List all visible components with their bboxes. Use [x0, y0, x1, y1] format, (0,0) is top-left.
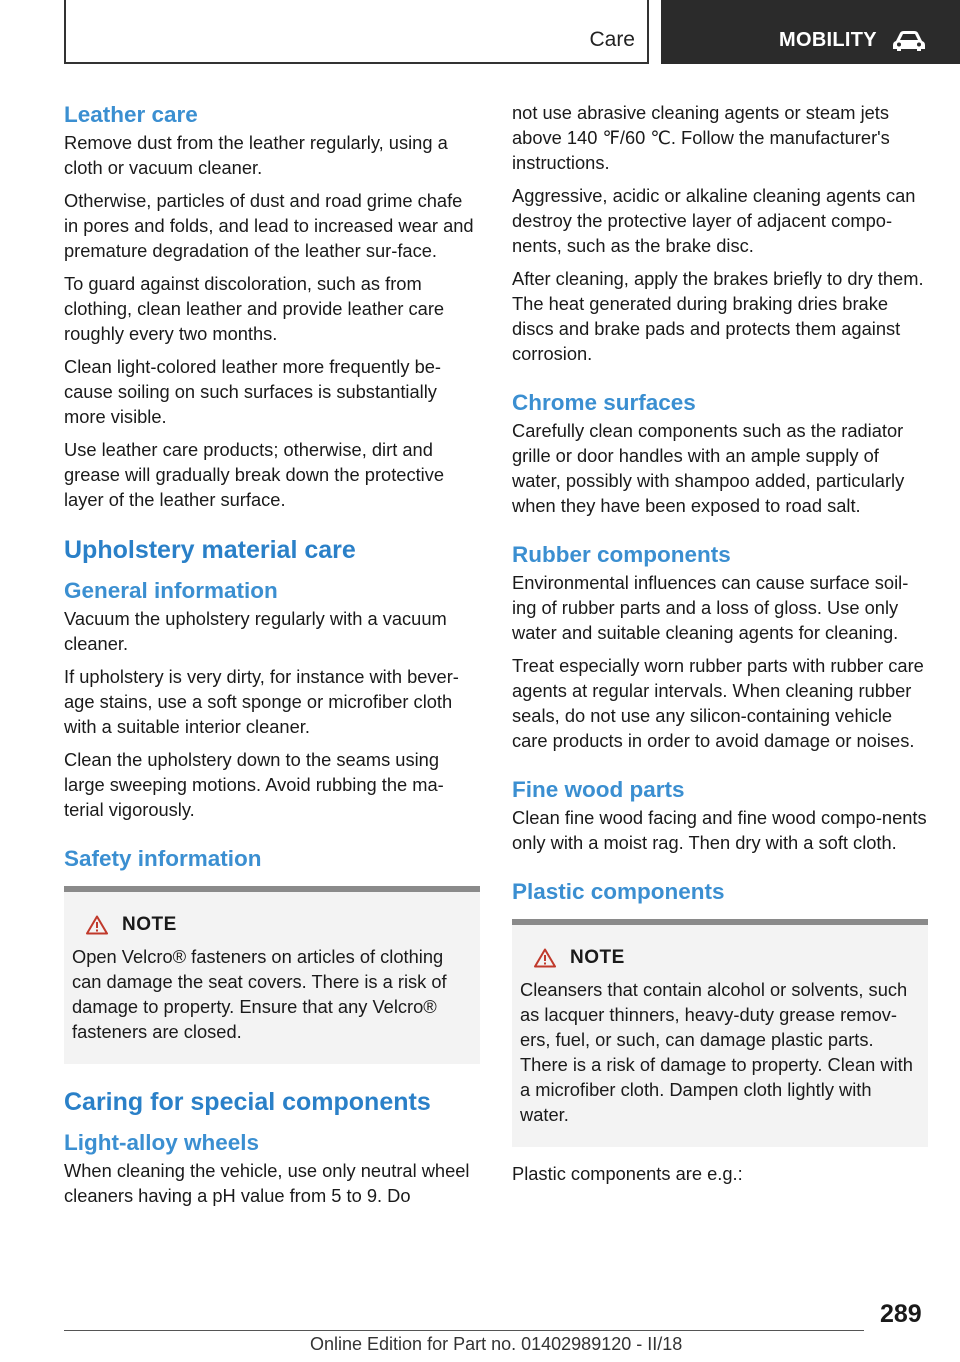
leather-paragraph-1: Remove dust from the leather regularly, using a cloth or vacuum cleaner.	[64, 132, 448, 178]
general-paragraph-1: Vacuum the upholstery regularly with a vacuum cleaner.	[64, 608, 447, 654]
note-text: Open Velcro® fasteners on articles of clothing can damage the seat covers. There is a risk of damage to property. Ensure that any Velcro® fasteners are closed.	[72, 946, 447, 1042]
general-paragraph-2: If upholstery is very dirty, for instance with bever‐age stains, use a soft sponge or microfiber cloth with a suitable interior cleaner.	[64, 666, 459, 737]
left-column	[64, 100, 480, 1216]
note-header	[86, 914, 472, 936]
note-text: Cleansers that contain alcohol or solvents, such as lacquer thinners, heavy-duty grease remov‐ers, fuel, or such, can damage plastic parts. There is a risk of damage to property. Clean with a microfiber cloth. Dampen cloth lightly with water.	[520, 979, 913, 1125]
special-components-heading: Caring for special components	[64, 1088, 431, 1116]
right-column	[512, 100, 928, 1194]
header-section-title: Care	[589, 28, 635, 51]
upholstery-care-heading: Upholstery material care	[64, 536, 356, 564]
leather-care-heading: Leather care	[64, 102, 198, 127]
page-number: 289	[880, 1300, 922, 1328]
safety-information-heading: Safety information	[64, 846, 262, 871]
chrome-surfaces-heading: Chrome surfaces	[512, 390, 696, 415]
note-title: NOTE	[122, 914, 177, 935]
wheels-paragraph-2: Aggressive, acidic or alkaline cleaning agents can destroy the protective layer of adjacent compo‐nents, such as the brake disc.	[512, 185, 916, 256]
general-information-heading: General information	[64, 578, 278, 603]
general-paragraph-3: Clean the upholstery down to the seams using large sweeping motions. Avoid rubbing the ma‐terial vigorously.	[64, 749, 444, 820]
leather-paragraph-3: To guard against discoloration, such as from clothing, clean leather and provide leather care roughly every two months.	[64, 273, 445, 344]
footer-edition: Online Edition for Part no. 01402989120 - II/18	[310, 1334, 683, 1354]
page-header	[0, 0, 960, 66]
wheels-paragraph-1: When cleaning the vehicle, use only neutral wheel cleaners having a pH value from 5 to 9. Do	[64, 1160, 470, 1206]
rubber-paragraph-2: Treat especially worn rubber parts with rubber care agents at regular intervals. When cleaning rubber seals, do not use any silicon-containing vehicle care products in order to avoid damage or noises.	[512, 655, 924, 751]
note-box-velcro	[64, 886, 480, 1064]
leather-paragraph-4: Clean light-colored leather more frequently be‐cause soiling on such surfaces is substantially more visible.	[64, 356, 441, 427]
header-section-box	[64, 0, 649, 64]
header-chapter-title: MOBILITY	[779, 29, 877, 51]
car-icon	[891, 30, 927, 52]
light-alloy-wheels-heading: Light-alloy wheels	[64, 1130, 260, 1155]
leather-paragraph-2: Otherwise, particles of dust and road grime chafe in pores and folds, and lead to increased wear and premature degradation of the leather sur‐face.	[64, 190, 474, 261]
warning-triangle-icon	[534, 948, 556, 968]
rubber-components-heading: Rubber components	[512, 542, 731, 567]
wood-paragraph-1: Clean fine wood facing and fine wood compo‐nents only with a moist rag. Then dry with a soft cloth.	[512, 807, 927, 853]
header-chapter-box	[661, 0, 960, 64]
note-title: NOTE	[570, 947, 625, 968]
note-box-plastic	[512, 919, 928, 1147]
leather-paragraph-5: Use leather care products; otherwise, dirt and grease will gradually break down the protective layer of the leather surface.	[64, 439, 445, 510]
warning-triangle-icon	[86, 915, 108, 935]
note-header	[534, 947, 920, 969]
footer-divider	[64, 1330, 864, 1331]
fine-wood-heading: Fine wood parts	[512, 777, 685, 802]
wheels-paragraph-continued: not use abrasive cleaning agents or steam jets above 140 ℉/60 ℃. Follow the manufacturer's instructions.	[512, 102, 890, 173]
plastic-paragraph-1: Plastic components are e.g.:	[512, 1163, 743, 1184]
wheels-paragraph-3: After cleaning, apply the brakes briefly to dry them. The heat generated during braking dries brake discs and brake pads and protects them against corrosion.	[512, 268, 924, 364]
chrome-paragraph-1: Carefully clean components such as the radiator grille or door handles with an ample supply of water, possibly with shampoo added, particularly when they have been exposed to road salt.	[512, 420, 905, 516]
rubber-paragraph-1: Environmental influences can cause surface soil‐ing of rubber parts and a loss of gloss. Use only water and suitable cleaning agents for cleaning.	[512, 572, 909, 643]
plastic-components-heading: Plastic components	[512, 879, 725, 904]
